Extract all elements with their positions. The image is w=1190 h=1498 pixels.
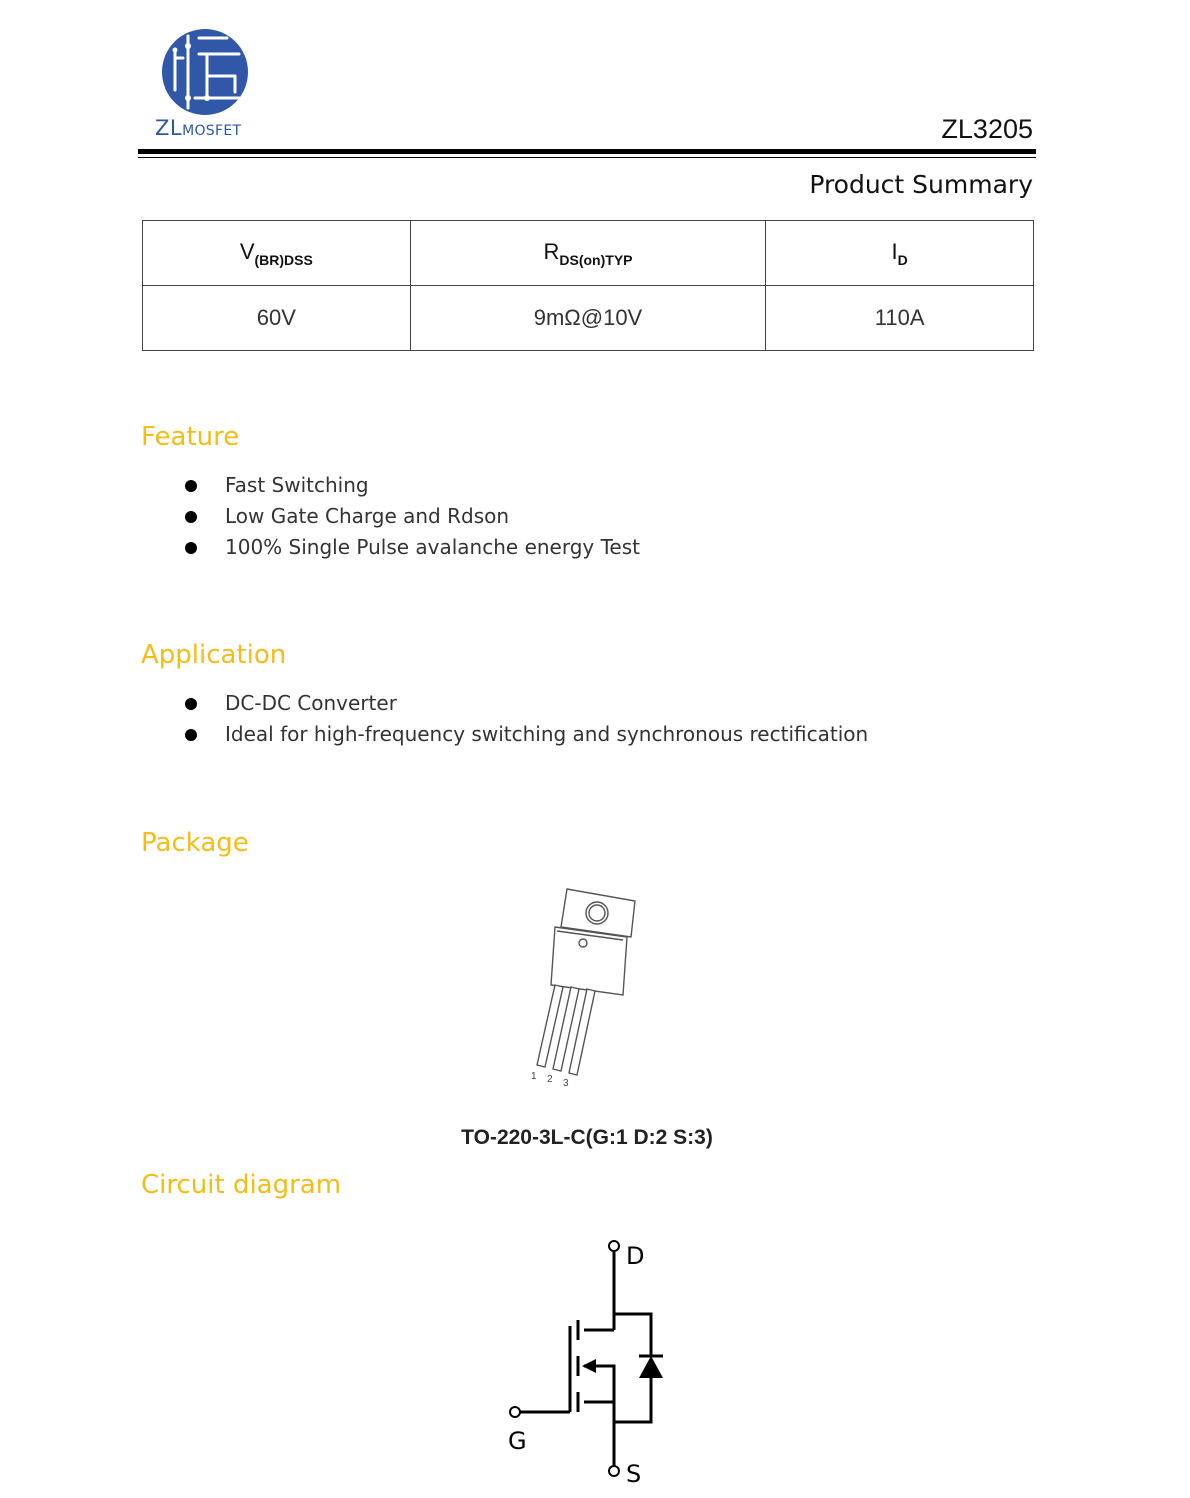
list-item-text: DC-DC Converter: [225, 691, 397, 715]
bullet-dot: [185, 729, 197, 741]
bullet-dot: [185, 480, 197, 492]
subscript: (BR)DSS: [254, 251, 313, 268]
list-item: [185, 688, 868, 719]
list-item-text: Low Gate Charge and Rdson: [225, 504, 510, 528]
package-caption: TO-220-3L-C(G:1 D:2 S:3): [461, 1126, 713, 1149]
gate-label: G: [508, 1427, 527, 1455]
feature-list: [185, 470, 640, 563]
bullet-dot: [185, 698, 197, 710]
application-list: [185, 688, 868, 750]
to220-package-illustration: [525, 885, 645, 1100]
summary-value-row: [143, 286, 1034, 351]
list-item-text: Ideal for high-frequency switching and synchronous rectification: [225, 722, 869, 746]
logo-wordmark: [155, 116, 241, 140]
logo-brand-rest: MOSFET: [182, 123, 242, 139]
list-item-text: 100% Single Pulse avalanche energy Test: [225, 535, 640, 559]
drain-label: D: [626, 1242, 645, 1270]
mosfet-circuit-symbol: [500, 1232, 680, 1497]
list-item-text: Fast Switching: [225, 473, 369, 497]
zl-logo-icon: [155, 28, 255, 116]
symbol: V: [239, 238, 255, 264]
logo-brand-main: ZL: [155, 116, 183, 140]
symbol: I: [891, 238, 898, 264]
bullet-dot: [185, 511, 197, 523]
list-item: [185, 719, 868, 750]
product-summary-table: [142, 220, 1034, 351]
value-cell-rdson: 9mΩ@10V: [410, 286, 766, 351]
list-item: [185, 470, 640, 501]
symbol: R: [543, 238, 560, 264]
subscript: DS(on)TYP: [559, 251, 633, 268]
value-cell-id: 110A: [766, 286, 1034, 351]
product-summary-heading: Product Summary: [809, 170, 1033, 199]
part-number: ZL3205: [941, 114, 1033, 144]
header-rule-thin: [138, 157, 1036, 158]
header-cell-rdson: [410, 221, 766, 286]
value-cell-vbrdss: 60V: [143, 286, 411, 351]
application-title: Application: [141, 640, 287, 670]
list-item: [185, 532, 640, 563]
header-rule-thick: [138, 149, 1036, 154]
header-cell-vbrdss: [143, 221, 411, 286]
subscript: D: [897, 251, 908, 268]
source-label: S: [626, 1460, 642, 1488]
list-item: [185, 501, 640, 532]
bullet-dot: [185, 542, 197, 554]
header-cell-id: [766, 221, 1034, 286]
pin-label-1: 1: [531, 1071, 537, 1082]
pin-label-2: 2: [547, 1074, 553, 1085]
summary-header-row: [143, 221, 1034, 286]
company-logo: [155, 28, 265, 143]
package-title: Package: [141, 828, 249, 858]
circuit-title: Circuit diagram: [141, 1170, 342, 1200]
pin-label-3: 3: [563, 1078, 569, 1089]
feature-title: Feature: [141, 422, 240, 452]
